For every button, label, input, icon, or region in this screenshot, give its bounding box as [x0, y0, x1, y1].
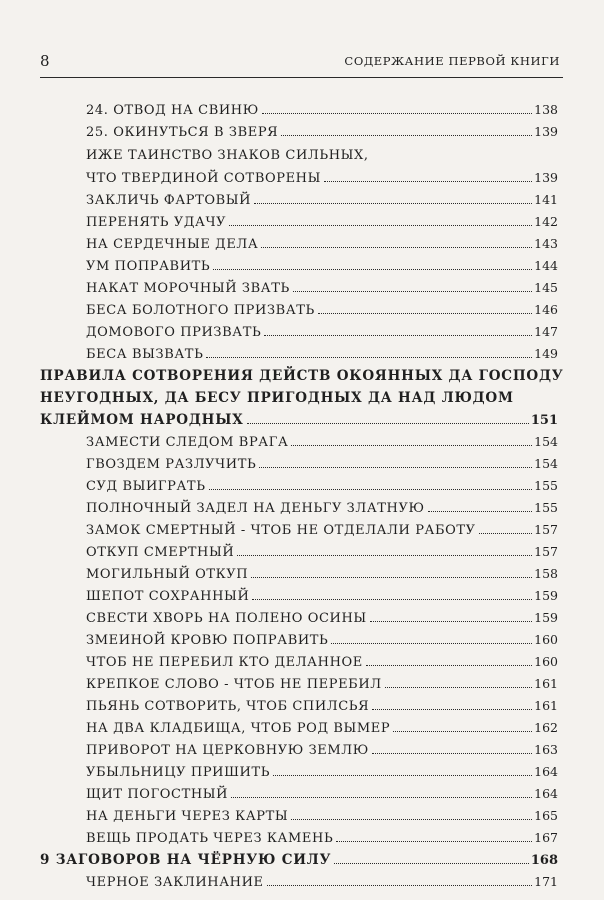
leader-dots	[264, 335, 532, 336]
toc-entry[interactable]	[86, 742, 558, 758]
toc-entry-title: НА СЕРДЕЧНЫЕ ДЕЛА	[86, 237, 259, 252]
toc-entry-page: 164	[534, 764, 558, 779]
toc-entry-page: 164	[534, 786, 558, 801]
toc-entry-title: ЧЕРНОЕ ЗАКЛИНАНИЕ	[86, 875, 264, 890]
section-heading-entry[interactable]	[40, 852, 558, 868]
leader-dots	[267, 885, 533, 886]
leader-dots	[247, 423, 529, 424]
toc-entry-page: 171	[534, 874, 558, 889]
toc-entry-page: 146	[534, 302, 558, 317]
leader-dots	[428, 511, 533, 512]
toc-entry-title: ЧТО ТВЕРДИНОЙ СОТВОРЕНЫ	[86, 171, 321, 186]
toc-entry-page: 157	[534, 522, 558, 537]
toc-entry[interactable]	[86, 500, 558, 516]
toc-entry-title: ВЕЩЬ ПРОДАТЬ ЧЕРЕЗ КАМЕНЬ	[86, 831, 334, 846]
leader-dots	[393, 731, 532, 732]
leader-dots	[479, 533, 532, 534]
toc-entry-title: ГВОЗДЕМ РАЗЛУЧИТЬ	[86, 457, 257, 472]
leader-dots	[261, 247, 532, 248]
toc-entry-title: СВЕСТИ ХВОРЬ НА ПОЛЕНО ОСИНЫ	[86, 611, 367, 626]
leader-dots	[372, 753, 532, 754]
toc-entry-page: 160	[534, 654, 558, 669]
toc-entry-title: БЕСА ВЫЗВАТЬ	[86, 347, 204, 362]
toc-entry[interactable]	[86, 214, 558, 230]
leader-dots	[336, 841, 532, 842]
toc-entry-title: СУД ВЫИГРАТЬ	[86, 479, 206, 494]
leader-dots	[206, 357, 532, 358]
toc-entry-page: 157	[534, 544, 558, 559]
toc-entry-page: 160	[534, 632, 558, 647]
page-number: 8	[40, 52, 51, 70]
toc-entry-title: ЗАМЕСТИ СЛЕДОМ ВРАГА	[86, 435, 289, 450]
leader-dots	[372, 709, 532, 710]
toc-entry[interactable]	[86, 544, 558, 560]
toc-entry[interactable]	[86, 258, 558, 274]
toc-entry-page: 162	[534, 720, 558, 735]
section-heading-entry[interactable]	[40, 412, 558, 428]
section-heading-title: 9 ЗАГОВОРОВ НА ЧЁРНУЮ СИЛУ	[40, 852, 332, 868]
toc-entry-page: 167	[534, 830, 558, 845]
toc-entry-title: 24. ОТВОД НА СВИНЮ	[86, 103, 259, 118]
leader-dots	[324, 181, 532, 182]
toc-entry[interactable]	[86, 478, 558, 494]
toc-entry-page: 142	[534, 214, 558, 229]
toc-entry-title: УМ ПОПРАВИТЬ	[86, 259, 211, 274]
toc-entry[interactable]	[86, 874, 558, 890]
toc-entry-page: 158	[534, 566, 558, 581]
toc-entry-title: ЩИТ ПОГОСТНЫЙ	[86, 787, 229, 802]
toc-entry[interactable]	[86, 676, 558, 692]
leader-dots	[251, 577, 532, 578]
section-heading-line: НЕУГОДНЫХ, ДА БЕСУ ПРИГОДНЫХ ДА НАД ЛЮДОМ	[40, 390, 514, 406]
leader-dots	[370, 621, 532, 622]
leader-dots	[385, 687, 532, 688]
toc-entry[interactable]	[86, 522, 558, 538]
leader-dots	[209, 489, 533, 490]
toc-entry-title: ПОЛНОЧНЫЙ ЗАДЕЛ НА ДЕНЬГУ ЗЛАТНУЮ	[86, 501, 425, 516]
toc-entry-page: 144	[534, 258, 558, 273]
toc-entry[interactable]	[86, 588, 558, 604]
leader-dots	[291, 819, 532, 820]
toc-entry-title: ЗМЕИНОЙ КРОВЮ ПОПРАВИТЬ	[86, 633, 329, 648]
toc-entry[interactable]	[86, 764, 558, 780]
toc-entry-page: 154	[534, 456, 558, 471]
toc-entry-page: 143	[534, 236, 558, 251]
toc-entry[interactable]	[86, 786, 558, 802]
toc-entry-page: 138	[534, 102, 558, 117]
toc-entry[interactable]	[86, 346, 558, 362]
toc-entry[interactable]	[86, 434, 558, 450]
toc-entry[interactable]	[86, 632, 558, 648]
leader-dots	[259, 467, 532, 468]
toc-entry-page: 161	[534, 676, 558, 691]
toc-entry-title: 25. ОКИНУТЬСЯ В ЗВЕРЯ	[86, 125, 279, 140]
toc-entry[interactable]	[86, 102, 558, 118]
section-heading-page: 151	[530, 413, 558, 428]
toc-entry-title: ОТКУП СМЕРТНЫЙ	[86, 545, 235, 560]
toc-entry-title: БЕСА БОЛОТНОГО ПРИЗВАТЬ	[86, 303, 315, 318]
toc-entry[interactable]	[86, 192, 558, 208]
leader-dots	[231, 797, 532, 798]
toc-entry-page: 149	[534, 346, 558, 361]
leader-dots	[254, 203, 532, 204]
toc-entry-page: 159	[534, 588, 558, 603]
toc-entry-page: 154	[534, 434, 558, 449]
toc-entry-title: МОГИЛЬНЫЙ ОТКУП	[86, 567, 249, 582]
leader-dots	[273, 775, 532, 776]
leader-dots	[229, 225, 532, 226]
page-header	[40, 52, 560, 72]
toc-entry[interactable]	[86, 280, 558, 296]
leader-dots	[334, 863, 529, 864]
toc-entry[interactable]	[86, 698, 558, 714]
toc-entry[interactable]	[86, 610, 558, 626]
toc-entry[interactable]	[86, 124, 558, 140]
toc-entry-title: ЗАМОК СМЕРТНЫЙ - ЧТОБ НЕ ОТДЕЛАЛИ РАБОТУ	[86, 523, 476, 538]
section-heading-line: ПРАВИЛА СОТВОРЕНИЯ ДЕЙСТВ ОКОЯННЫХ ДА ГОСПОДУ	[40, 368, 564, 384]
toc-entry-page: 163	[534, 742, 558, 757]
toc-entry-page: 159	[534, 610, 558, 625]
toc-entry-title: НАКАТ МОРОЧНЫЙ ЗВАТЬ	[86, 281, 290, 296]
toc-entry[interactable]	[86, 566, 558, 582]
toc-entry-page: 165	[534, 808, 558, 823]
toc-entry-page: 145	[534, 280, 558, 295]
toc-entry-title: УБЫЛЬНИЦУ ПРИШИТЬ	[86, 765, 271, 780]
toc-entry-page: 161	[534, 698, 558, 713]
toc-entry-page: 155	[534, 478, 558, 493]
running-title: СОДЕРЖАНИЕ ПЕРВОЙ КНИГИ	[344, 54, 560, 68]
toc-entry-title: ПЬЯНЬ СОТВОРИТЬ, ЧТОБ СПИЛСЬЯ	[86, 699, 370, 714]
leader-dots	[366, 665, 532, 666]
leader-dots	[237, 555, 532, 556]
leader-dots	[252, 599, 532, 600]
toc-entry[interactable]	[86, 236, 558, 252]
toc-entry-title: ШЕПОТ СОХРАННЫЙ	[86, 589, 250, 604]
toc-entry-title: ЗАКЛИЧЬ ФАРТОВЫЙ	[86, 193, 252, 208]
toc-entry-title: НА ДВА КЛАДБИЩА, ЧТОБ РОД ВЫМЕР	[86, 721, 391, 736]
toc-entry-page: 141	[534, 192, 558, 207]
toc-entry[interactable]	[86, 456, 558, 472]
toc-entry-title: ЧТОБ НЕ ПЕРЕБИЛ КТО ДЕЛАННОЕ	[86, 655, 363, 670]
toc-entry-page: 139	[534, 170, 558, 185]
toc-entry-title: ДОМОВОГО ПРИЗВАТЬ	[86, 325, 262, 340]
toc-entry[interactable]	[86, 302, 558, 318]
toc-entry[interactable]	[86, 324, 558, 340]
toc-entry-page: 139	[534, 124, 558, 139]
leader-dots	[318, 313, 532, 314]
toc-entry-title-line: ИЖЕ ТАИНСТВО ЗНАКОВ СИЛЬНЫХ,	[86, 148, 369, 163]
leader-dots	[291, 445, 532, 446]
toc-entry[interactable]	[86, 830, 558, 846]
leader-dots	[262, 113, 532, 114]
section-heading-page: 168	[530, 853, 558, 868]
leader-dots	[281, 135, 532, 136]
section-heading-title: КЛЕЙМОМ НАРОДНЫХ	[40, 412, 244, 428]
leader-dots	[213, 269, 532, 270]
toc-entry-title: ПЕРЕНЯТЬ УДАЧУ	[86, 215, 227, 230]
leader-dots	[331, 643, 532, 644]
toc-entry[interactable]	[86, 720, 558, 736]
toc-entry-title: КРЕПКОЕ СЛОВО - ЧТОБ НЕ ПЕРЕБИЛ	[86, 677, 382, 692]
toc-entry-title: ПРИВОРОТ НА ЦЕРКОВНУЮ ЗЕМЛЮ	[86, 743, 369, 758]
toc-entry[interactable]	[86, 654, 558, 670]
toc-entry-title: НА ДЕНЬГИ ЧЕРЕЗ КАРТЫ	[86, 809, 289, 824]
toc-entry-page: 147	[534, 324, 558, 339]
header-rule	[40, 77, 563, 78]
toc-entry-page: 155	[534, 500, 558, 515]
leader-dots	[293, 291, 532, 292]
toc-entry[interactable]	[86, 170, 558, 186]
toc-entry[interactable]	[86, 808, 558, 824]
